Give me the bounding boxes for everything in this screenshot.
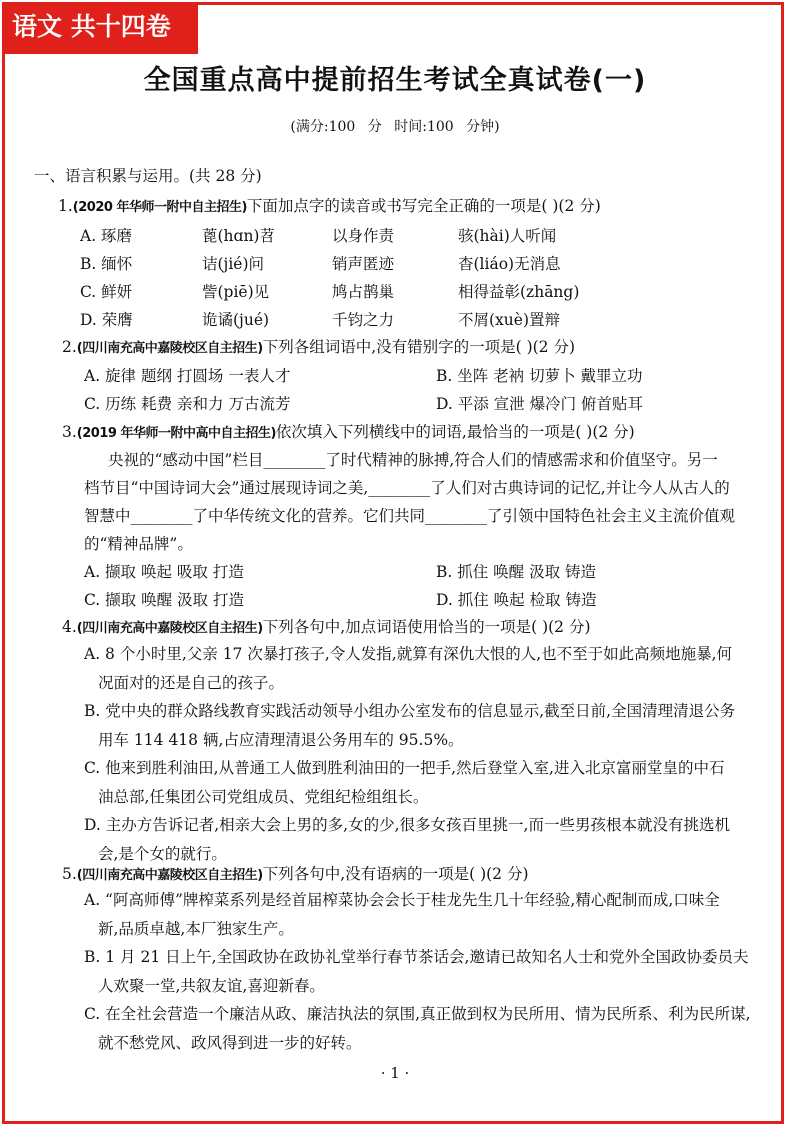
q4-option-line: 油总部,任集团公司党组成员、党组纪检组组长。 bbox=[98, 787, 429, 806]
q1-option-cell: 诘(jié)问 bbox=[202, 255, 265, 273]
question-source: (2020 年华师一附中自主招生) bbox=[72, 200, 247, 215]
q1-option-cell: D. 荣膺 bbox=[80, 311, 133, 329]
q4-option-line: D. 主办方告诉记者,相亲大会上男的多,女的少,很多女孩百里挑一,而一些男孩根本就没有挑选机 bbox=[84, 816, 730, 834]
q3-passage-line: 的“精神品牌”。 bbox=[84, 535, 193, 553]
question-number: 1. bbox=[58, 197, 73, 215]
question-5-stem bbox=[62, 862, 529, 884]
page-number: · 1 · bbox=[380, 1064, 410, 1082]
q5-option-line: C. 在全社会营造一个廉洁从政、廉洁执法的氛围,真正做到权为民所用、情为民所系、利为民所谋, bbox=[84, 1005, 751, 1023]
q3-passage-line: 央视的“感动中国”栏目________了时代精神的脉搏,符合人们的情感需求和价值坚守。另一 bbox=[108, 451, 718, 469]
q5-option-line: 就不愁党风、政风得到进一步的好转。 bbox=[98, 1033, 362, 1052]
q1-option-cell: B. 缅怀 bbox=[80, 255, 133, 273]
question-text: 下面加点字的读音或书写完全正确的一项是( )(2 分) bbox=[246, 197, 601, 215]
q3-option-d: D. 抓住 唤起 检取 铸造 bbox=[436, 591, 597, 609]
section-heading: 一、语言积累与运用。(共 28 分) bbox=[34, 167, 262, 185]
q1-option-cell: 销声匿迹 bbox=[332, 255, 395, 273]
q3-passage-line: 档节目“中国诗词大会”通过展现诗词之美,________了人们对古典诗词的记忆,并让今人从古人的 bbox=[84, 479, 730, 497]
q2-option-c: C. 历练 耗费 亲和力 万古流芳 bbox=[84, 395, 291, 413]
q2-option-a: A. 旋律 题纲 打圆场 一表人才 bbox=[84, 367, 291, 385]
q1-option-cell: 鸠占鹊巢 bbox=[332, 283, 395, 301]
q5-option-line: B. 1 月 21 日上午,全国政协在政协礼堂举行春节茶话会,邀请已故知名人士和党外全国政协委员夫 bbox=[84, 948, 749, 966]
q2-option-b: B. 坐阵 老衲 切萝卜 戴罪立功 bbox=[436, 367, 643, 385]
question-4-stem bbox=[62, 615, 591, 637]
q1-option-cell: 蓖(hɑn)苕 bbox=[202, 227, 275, 245]
q1-option-cell: 千钧之力 bbox=[332, 311, 395, 329]
q1-option-cell: 不屑(xuè)置辩 bbox=[458, 311, 560, 329]
page-title: 全国重点高中提前招生考试全真试卷(一) bbox=[143, 65, 647, 96]
q3-option-c: C. 撷取 唤醒 汲取 打造 bbox=[84, 591, 244, 609]
q1-option-cell: 以身作责 bbox=[332, 227, 395, 245]
q1-option-cell: 相得益彰(zhāng) bbox=[458, 283, 580, 301]
question-1-stem bbox=[58, 194, 601, 216]
exam-info: (满分:100 分 时间:100 分钟) bbox=[290, 119, 500, 135]
q4-option-line: 会,是个女的就行。 bbox=[98, 844, 227, 863]
q2-option-d: D. 平添 宣泄 爆冷门 俯首贴耳 bbox=[436, 395, 644, 413]
question-text: 下列各组词语中,没有错别字的一项是( )(2 分) bbox=[262, 338, 576, 356]
q5-option-line: 人欢聚一堂,共叙友谊,喜迎新春。 bbox=[98, 976, 325, 995]
question-source: (四川南充高中嘉陵校区自主招生) bbox=[76, 621, 263, 636]
question-source: (四川南充高中嘉陵校区自主招生) bbox=[76, 868, 263, 883]
q1-option-cell: 訾(piē)见 bbox=[202, 283, 270, 301]
q3-passage-line: 智慧中________了中华传统文化的营养。它们共同________了引领中国特色社会主义主流价值观 bbox=[84, 507, 736, 525]
q4-option-line: 况面对的还是自己的孩子。 bbox=[98, 673, 285, 692]
q4-option-line: B. 党中央的群众路线教育实践活动领导小组办公室发布的信息显示,截至日前,全国清理清退公务 bbox=[84, 702, 736, 720]
q5-option-line: A. “阿高师傅”牌榨菜系列是经首届榨菜协会会长于桂龙先生几十年经验,精心配制而成,口味全 bbox=[84, 891, 720, 909]
q4-option-line: C. 他来到胜利油田,从普通工人做到胜利油田的一把手,然后登堂入室,进入北京富丽堂皇的中石 bbox=[84, 759, 725, 777]
question-source: (四川南充高中嘉陵校区自主招生) bbox=[76, 341, 263, 356]
question-number: 5. bbox=[62, 865, 77, 883]
q1-option-cell: A. 琢磨 bbox=[80, 227, 133, 245]
q3-option-a: A. 撷取 唤起 吸取 打造 bbox=[84, 563, 244, 581]
question-number: 3. bbox=[62, 423, 77, 441]
question-text: 依次填入下列横线中的词语,最恰当的一项是( )(2 分) bbox=[275, 423, 635, 441]
question-2-stem bbox=[62, 335, 575, 357]
question-source: (2019 年华师一附中高中自主招生) bbox=[76, 426, 276, 441]
q1-option-cell: 诡谲(jué) bbox=[202, 311, 270, 329]
subject-tag: 语文 共十四卷 bbox=[2, 2, 198, 54]
q1-option-cell: 杳(liáo)无消息 bbox=[458, 255, 561, 273]
q5-option-line: 新,品质卓越,本厂独家生产。 bbox=[98, 919, 294, 938]
question-text: 下列各句中,加点词语使用恰当的一项是( )(2 分) bbox=[262, 618, 591, 636]
question-number: 4. bbox=[62, 618, 77, 636]
question-number: 2. bbox=[62, 338, 77, 356]
question-text: 下列各句中,没有语病的一项是( )(2 分) bbox=[262, 865, 529, 883]
q4-option-line: 用车 114 418 辆,占应清理清退公务用车的 95.5%。 bbox=[98, 730, 464, 749]
question-3-stem bbox=[62, 420, 635, 442]
q3-option-b: B. 抓住 唤醒 汲取 铸造 bbox=[436, 563, 597, 581]
q1-option-cell: 骇(hài)人听闻 bbox=[458, 227, 557, 245]
q4-option-line: A. 8 个小时里,父亲 17 次暴打孩子,令人发指,就算有深仇大恨的人,也不至于如此高频地施暴,何 bbox=[84, 645, 733, 663]
q1-option-cell: C. 鲜妍 bbox=[80, 283, 133, 301]
